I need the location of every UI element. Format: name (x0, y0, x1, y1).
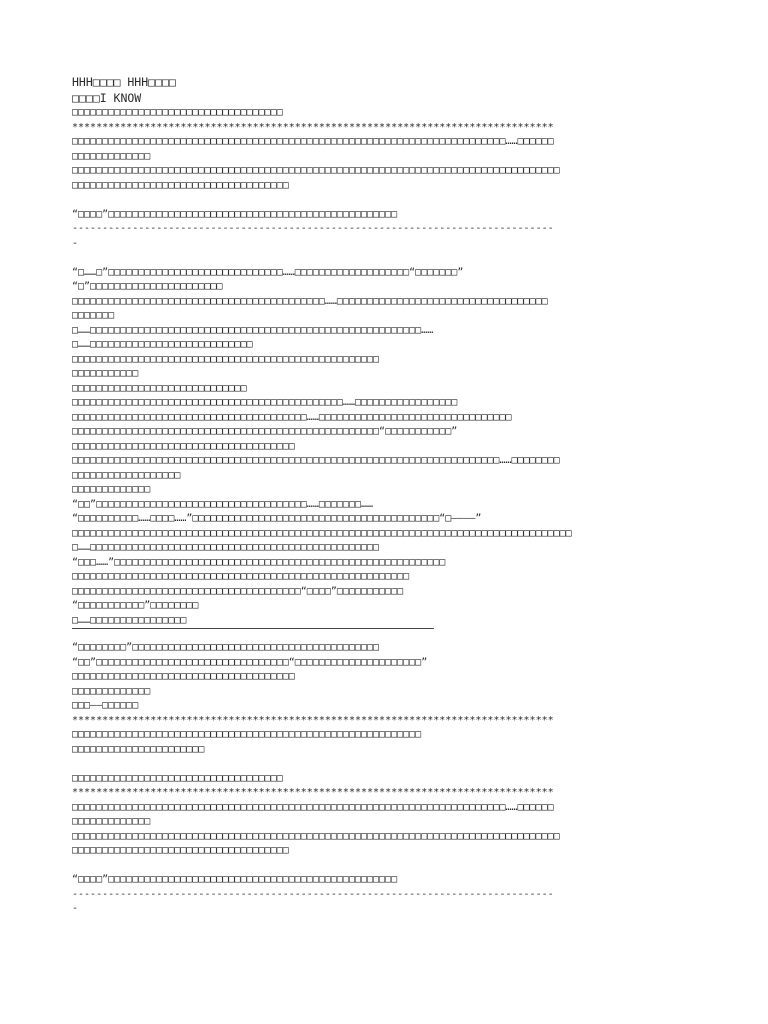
text-line: □□□□□□□□□□□□□□□□□□□□□□□□□□□□□□□□□□□□□□□□□□□□□□□□□□□□□□□□ (72, 571, 410, 582)
text-line: □□□——□□□□□□ (72, 700, 139, 711)
text-line: □□□□□□□□□□□□□ (72, 685, 151, 697)
text-line: ******************************************************************************** (72, 787, 554, 798)
text-line: “□□□……”□□□□□□□□□□□□□□□□□□□□□□□□□□□□□□□□□□□□□□□□□□□□□□□□□□□□□□□ (72, 556, 446, 568)
text-line: □□□□□□□□□□□□□□□□□□□□□□□□□□□□□□□□□□□□□□□□□□□□□□□□□□□“□□□□□□□□□□□” (72, 426, 458, 437)
text-line: “□”□□□□□□□□□□□□□□□□□□□□□□ (72, 281, 223, 292)
text-line: ******************************************************************************** (72, 714, 554, 726)
document-title-line: HHH□□□□ HHH□□□□ (72, 75, 176, 89)
document-title-line: □□□□I KNOW (72, 91, 142, 105)
text-line: □□□□□□□□□□□□□□□□□□□□□□□□□□□□□□□□□□□□□□□□□□□□□□□□□□□□□□□□□□□□□□□□□□□□□□□□……□□□□□□ (72, 801, 554, 813)
text-line: □□□□□□□□□□□□□□□□□□□□□□□□□□□□□□□□□□□□□□□□□□□□□□□□□□□□□□□□□□□□□□□□□□□□□□□□……□□□□□□ (72, 136, 554, 147)
text-line: □……□□□□□□□□□□□□□□□□ (72, 614, 187, 626)
text-line: □□□□□□□□□□□□□ (72, 150, 151, 162)
text-line: □□□□□□□□□□□□□□□□□□□□□□□□□□□□□□□□□□□□□□□□□□□□□□□□□□□□□□□□□□□□□□□□□□□□□□□□□□□□□□□□□ (72, 165, 560, 176)
text-line: “□□□□□□□□□□……□□□□……”□□□□□□□□□□□□□□□□□□□□□□□□□□□□□□□□□□□□□□□□□“□————” (72, 513, 482, 524)
text-line: “□□”□□□□□□□□□□□□□□□□□□□□□□□□□□□□□□□□□□□……□□□□□□□…… (72, 498, 374, 510)
horizontal-rule (72, 628, 434, 629)
text-line: □□□□□□□□□□□□□□□□□□□□□□□□□□□□□□□□□□□□ (72, 845, 289, 856)
text-line: “□……□”□□□□□□□□□□□□□□□□□□□□□□□□□□□□□……□□□□□□□□□□□□□□□□□□□“□□□□□□□” (72, 266, 464, 278)
text-line: □□□□□□□□□□□□□□□□□□□□□□□□□□□□□□□□□□□□□□□□□□□□□□□□□□□□□□□□□□□□□□□□□□□□□□□□□□□□□□□□□ (72, 830, 560, 842)
text-line: □□□□□□□□□□□□□□□□□□□□□□ (72, 743, 205, 755)
text-line: □□□□□□□□□□□□□□□□□□□□□□□□□□□□□□□□□□□□ (72, 179, 289, 191)
text-line: - (72, 237, 79, 249)
text-line: “□□□□”□□□□□□□□□□□□□□□□□□□□□□□□□□□□□□□□□□□□□□□□□□□□□□□□ (72, 874, 398, 885)
text-line: □□□□□□□ (72, 310, 115, 321)
text-line: □□□□□□□□□□□□□□□□□□□□□□□□□□□□□□□□□□□ (72, 772, 283, 784)
text-line: -------------------------------------------------------------------------------- (72, 888, 554, 900)
text-line: □□□□□□□□□□□□□□□□□□□□□□□□□□□□□□□□□□□□□□□□□□□□□□□□□□□□□□□□□□□□□□□□□□□□□□□……□□□□□□□□ (72, 455, 560, 466)
text-line: □□□□□□□□□□□□□□□□□□□□□□□□□□□□□□□□□□□□□ (72, 440, 295, 452)
text-line: □……□□□□□□□□□□□□□□□□□□□□□□□□□□□□□□□□□□□□□□□□□□□□□□□□ (72, 542, 380, 553)
text-line: □……□□□□□□□□□□□□□□□□□□□□□□□□□□□ (72, 339, 253, 350)
text-line: “□□□□□□□□”□□□□□□□□□□□□□□□□□□□□□□□□□□□□□□□□□□□□□□□□□ (72, 642, 380, 653)
text-line: “□□”□□□□□□□□□□□□□□□□□□□□□□□□□□□□□□□□“□□□□□□□□□□□□□□□□□□□□□” (72, 656, 428, 668)
text-line: -------------------------------------------------------------------------------- (72, 223, 554, 234)
text-line: □□□□□□□□□□□□□□□□□□□□□□□□□□□□□□□□□□□□□□□□□□□□□□□□□□□□□□□□□□ (72, 729, 422, 740)
text-line: □□□□□□□□□□□□□ (72, 816, 151, 827)
blank-line (72, 757, 702, 772)
text-line: - (72, 903, 79, 914)
text-line: “□□□□”□□□□□□□□□□□□□□□□□□□□□□□□□□□□□□□□□□□□□□□□□□□□□□□□ (72, 208, 398, 220)
text-line: □□□□□□□□□□□□□□□□□□□□□□□□□□□□□ (72, 382, 247, 394)
text-line: □□□□□□□□□□□ (72, 368, 139, 379)
blank-line (72, 859, 702, 874)
text-line: □□□□□□□□□□□□□□□□□□□□□□□□□□□□□□□□□□□□□ (72, 671, 295, 682)
text-line: □……□□□□□□□□□□□□□□□□□□□□□□□□□□□□□□□□□□□□□□□□□□□□□□□□□□□□□□□…… (72, 324, 434, 336)
text-line: □□□□□□□□□□□□□□□□□□□□□□□□□□□□□□□□□□□□□□□□□□……□□□□□□□□□□□□□□□□□□□□□□□□□□□□□□□□□□□ (72, 295, 548, 307)
blank-line (72, 193, 702, 208)
text-line: □□□□□□□□□□□□□□□□□□□□□□□□□□□□□□□□□□□□□□□……□□□□□□□□□□□□□□□□□□□□□□□□□□□□□□□□ (72, 411, 512, 423)
text-line: “□□□□□□□□□□□”□□□□□□□□ (72, 600, 199, 611)
text-line: □□□□□□□□□□□□□□□□□□□□□□□□□□□□□□□□□□□□□□□□□□□□□□□□□□□ (72, 353, 380, 365)
text-line: ******************************************************************************** (72, 121, 554, 133)
text-line: □□□□□□□□□□□□□ (72, 484, 151, 495)
text-line: □□□□□□□□□□□□□□□□□□□□□□□□□□□□□□□□□□□□□□“□□□□”□□□□□□□□□□□ (72, 585, 404, 597)
document-body (72, 74, 702, 917)
text-line: □□□□□□□□□□□□□□□□□□□□□□□□□□□□□□□□□□□ (72, 107, 283, 118)
text-line: □□□□□□□□□□□□□□□□□□□□□□□□□□□□□□□□□□□□□□□□□□□□□□□□□□□□□□□□□□□□□□□□□□□□□□□□□□□□□□□□□□□ (72, 527, 572, 539)
blank-line (72, 251, 702, 266)
text-line: □□□□□□□□□□□□□□□□□□ (72, 469, 181, 481)
text-line: □□□□□□□□□□□□□□□□□□□□□□□□□□□□□□□□□□□□□□□□□□□□□……□□□□□□□□□□□□□□□□□ (72, 397, 458, 408)
